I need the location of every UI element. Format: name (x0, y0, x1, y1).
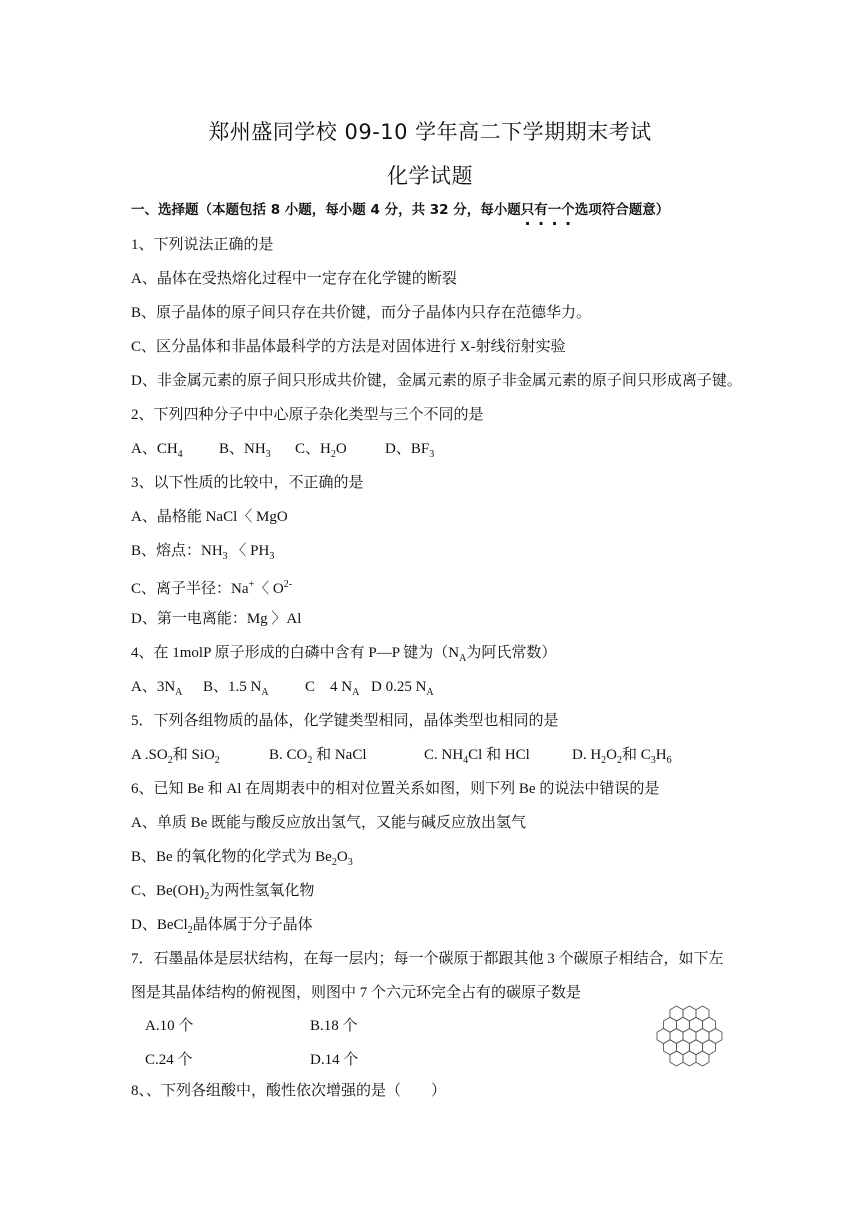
emphasis-char: 一 (547, 202, 562, 218)
question-4-options (131, 677, 434, 703)
hexagon-ring (696, 1051, 709, 1066)
question-1-option-c: C、区分晶体和非晶体最科学的方法是对固体进行 X-射线衍射实验 (131, 339, 566, 355)
question-2-stem: 2、下列四种分子中中心原子杂化类型与三个不同的是 (131, 407, 484, 423)
question-1-option-a: A、晶体在受热熔化过程中一定存在化学键的断裂 (131, 271, 457, 287)
question-6-option-c: C、$Be(OH)_2$为两性氢氧化物 (131, 883, 315, 902)
question-1-stem: 1、下列说法正确的是 (131, 237, 274, 253)
question-4-option-c: C 4 $N_A$ (305, 679, 360, 698)
graphene-hexagon-icon (655, 1004, 731, 1070)
question-3-option-a: A、晶格能 NaCl〈 MgO (131, 509, 288, 525)
question-7-option-c: C.24 个 (145, 1052, 193, 1068)
page-title: 郑州盛同学校 09-10 学年高二下学期期末考试 (208, 120, 652, 144)
hexagon-ring (683, 1051, 696, 1066)
question-4-stem: 4、在 1molP 原子形成的白磷中含有 P—P 键为（$N_A$为阿氏常数） (131, 645, 557, 664)
question-5-option-c: C. $NH_4Cl$ 和 HCl (424, 747, 530, 766)
question-2-options (131, 439, 434, 465)
section-heading-prefix: 一、选择题（本题包括 8 小题，每小题 4 分，共 32 分，每小题 (131, 202, 521, 218)
question-5-option-a: A $.SO_2$和 SiO$_2$ (131, 747, 220, 766)
question-2-option-d: D、$BF_3$ (385, 441, 435, 460)
emphasis-char: 个 (561, 202, 575, 218)
question-4-option-a: A、$3N_A$ (131, 679, 183, 698)
section-heading-suffix: 选项符合题意） (574, 202, 670, 218)
question-4-option-b: B、1.5 $N_A$ (203, 679, 269, 698)
question-6-option-a: A、单质 Be 既能与酸反应放出氢气，又能与碱反应放出氢气 (131, 815, 526, 831)
question-3-option-c: C、离子半径：Na+〈 $O^{2-}$ (131, 579, 293, 597)
question-3-option-b: B、熔点：$NH_3$ 〈 $PH_3$ (131, 543, 275, 562)
section-heading (131, 200, 669, 220)
question-5-option-b: B. $CO_2$ 和 NaCl (269, 747, 367, 766)
question-5-stem: 5．下列各组物质的晶体，化学键类型相同，晶体类型也相同的是 (131, 713, 559, 729)
question-7-option-a: A.10 个 (145, 1018, 194, 1034)
question-3-stem: 3、以下性质的比较中，不正确的是 (131, 475, 364, 491)
question-5-option-d: D. $H_2O_2$和 $C_3H_6$ (572, 747, 672, 766)
question-8-stem: 8、、下列各组酸中，酸性依次增强的是（ ） (131, 1083, 447, 1099)
page-subtitle: 化学试题 (387, 164, 473, 188)
question-1-option-b: B、原子晶体的原子间只存在共价键，而分子晶体内只存在范德华力。 (131, 305, 592, 321)
emphasis-char: 有 (534, 202, 548, 218)
question-7-option-b: B.18 个 (310, 1018, 358, 1034)
question-7-option-d: D.14 个 (310, 1052, 359, 1068)
question-3-option-d: D、第一电离能：Mg 〉Al (131, 611, 302, 627)
question-1-option-d: D、非金属元素的原子间只形成共价键，金属元素的原子非金属元素的原子间只形成离子键。 (131, 373, 742, 389)
question-6-stem: 6、已知 Be 和 Al 在周期表中的相对位置关系如图，则下列 Be 的说法中错误的是 (131, 781, 660, 797)
question-2-option-b: B、$NH_3$ (219, 441, 271, 460)
question-4-option-d: D 0.25 $N_A$ (371, 679, 434, 698)
question-7-stem-line1: 7．石墨晶体是层状结构，在每一层内；每一个碳原于都跟其他 3 个碳原子相结合，如下左 (131, 951, 724, 967)
question-6-option-d: D、BeCl$_2$晶体属于分子晶体 (131, 917, 313, 936)
question-2-option-a: A、$CH_4$ (131, 441, 183, 460)
question-7-stem-line2: 图是其晶体结构的俯视图，则图中 7 个六元环完全占有的碳原子数是 (131, 985, 582, 1001)
question-5-options (131, 745, 672, 771)
emphasis-char: 只 (520, 202, 535, 218)
hexagon-ring (670, 1051, 683, 1066)
question-2-option-c: C、$H_2O$ (295, 441, 347, 460)
question-6-option-b: B、Be 的氧化物的化学式为 $Be_2O_3$ (131, 849, 353, 868)
